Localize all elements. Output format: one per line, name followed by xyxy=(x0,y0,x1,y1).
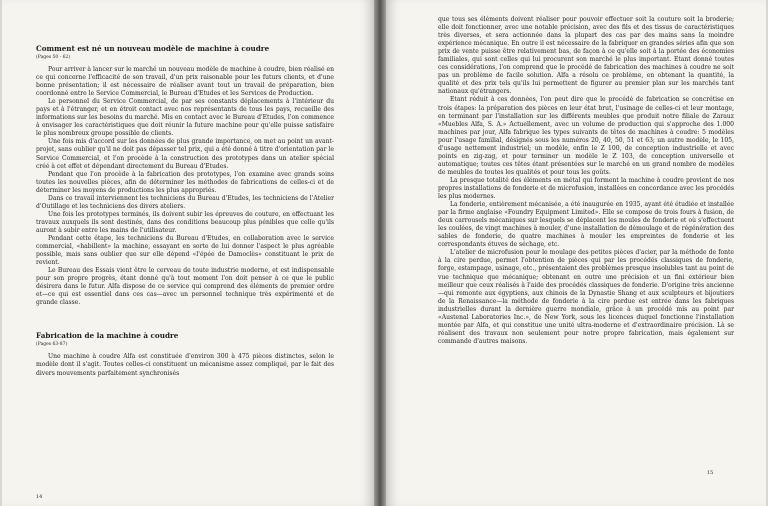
paragraph: La fonderie, entièrement mécanisée, a été inaugurée en 1935, ayant été étudiée et installée par la firme anglaise «Foundry Equipment Limited». Elle se compose de trois fours à fusion, de deux carrousels mécaniques sur lesquels se déplacent les moules de fonderie et où s'effectuent les coulées, de vingt machines à mouler, d'une installation de démoulage et de régénération des sables de fonderie, de quatre machines à mouler les empreintes de fonderie et les correspondants étuves de séchage, etc. xyxy=(438,201,734,249)
section-pages-ref: (Pages 50 - 62) xyxy=(36,55,71,60)
page-number-left: 14 xyxy=(36,494,43,500)
paragraph: Une machine à coudre Alfa est constituée d'environ 300 à 475 pièces distinctes, selon le modèle dont il s'agit. Toutes celles-ci constituent un mécanisme assez compliqué, par le fait des divers mouvements parfaitement synchronisés xyxy=(36,353,334,377)
section-pages-ref: (Pages 63-87) xyxy=(36,342,68,348)
paragraph: L'atelier de microfusion pour le moulage des petites pièces d'acier, par la méthode de fonte à la cire perdue, permet l'obtention de pièces qui par les procédés classiques de fonderie, forge, estampage, usinage, etc., présentaient des problèmes presque insolubles tant au point de vue technique que mécanique; obtenant en outre une précision et un fini extérieur bien meilleur que ceux réalisés à l'aide des procédés classiques de fonderie. D'origine très ancienne—qui remonte aux égyptiens, aux chinois de la Dynastie Shang et aux sculpteurs et bijoutiers de la Renaissance—la méthode de fonderie à la cire perdue est entrée dans les fabriques industrielles durant la dernière guerre mondiale, grâce à un procédé mis au point par «Austenal Laboratories Inc.», de New York, sous les licences duquel fonctionne l'installation montée par Alfa, et qui constitue une unité ultra-moderne et d'extraordinaire précision. Là se réalisent des travaux non seulement pour notre propre fabrication, mais également sur commande d'autres maisons. xyxy=(438,249,734,345)
left-page xyxy=(2,0,374,506)
paragraph: Etant réduit à ces données, l'on peut dire que le procédé de fabrication se concrétise en trois étapes: la préparation des pièces en leur état brut, l'usinage de celles-ci et leur montage, en terminant par l'installation sur les différents meubles que produit notre filiale de Zarauz «Muebles Alfa, S. A.» Actuellement, avec un volume de production qui s'approche des 1.000 machines par jour, Alfa fabrique les types suivants de têtes de machines à coudre: 5 modèles pour l'usage familial, désignés sous les numéros 20, 40, 50, 51 et 63; un autre modèle, le 105, d'usage nettement industriel; un modèle, enfin le Z 100, de conception industrielle et avec points en zig-zag, et pour terminer un modèle le Z 103, de conception universelle et automatique; toutes ces têtes étant présentées sur le marché en un grand nombre de modèles de meubles de toutes les qualités et pour tous les goûts. xyxy=(438,96,734,176)
paragraph: Pour arriver à lancer sur le marché un nouveau modèle de machine à coudre, bien réalisé en ce qui concerne l'efficacité de son travail, d'un prix raisonable pour les futurs clients, et d'une bonne présentation; il est nécessaire de réaliser avant tout un travail de préparation, bien coordonné entre le Service Commercial, le Bureau d'Etudes et les Services de Production. xyxy=(36,66,334,98)
section-title-fabrication: Fabrication de la machine à coudre xyxy=(36,331,179,341)
paragraph: que tous ses éléments doivent réaliser pour pouvoir effectuer soit la couture soit la broderie; elle doit fonctionner, avec une notable précision, avec des fils et des tissus de caractéristiques très diverses, et sera actionnée dans la plupart des cas par des mains sans la moindre expérience mécanique. En outre il est nécessaire de la fabriquer en grandes séries afin que son prix de vente puisse être relativement bas, de façon à ce qu'elle soit à la portée des économies familiales, qui sont celles qui lui procurent son marché le plus important. Etant donné toutes ces considérations, l'on comprend que le procédé de fabrication des machines à coudre ne soit pas un problème de facile solution. Alfa a résolu ce problème, en obtenant la quantité, la qualité et des prix tels qu'ils lui permettent de figurer au premier plan sur les marchés tant nationaux qu'étrangers. xyxy=(438,16,734,96)
paragraph: Une fois les prototypes terminés, ils doivent subir les épreuves de couture, en effectuant les travaux auxquels ils sont destinés, dans des conditions beaucoup plus pénibles que celle qu'ils auront à subir entre les mains de l'utilisateur. xyxy=(36,210,334,234)
section-spacer xyxy=(36,307,334,331)
paragraph: La presque totalité des éléments en métal qui forment la machine à coudre provient de nos propres installations de fonderie et de microfusion, installées en concordance avec les procédés les plus modernes. xyxy=(438,176,734,201)
page-number-right: 15 xyxy=(707,470,714,476)
book-gutter xyxy=(374,0,386,506)
paragraph: Pendant que l'on procède à la fabrication des prototypes, l'on examine avec grands soins toutes les nouvelles pièces, afin de déterminer les méthodes de fabrications de celles-ci et de déterminer les moyens de productions les plus appropriés. xyxy=(36,170,334,194)
paragraph: Une fois mis d'accord sur les données de plus grande importance, on met au point un avant-projet, sans oublier qu'il ne doit pas dépasser tel prix, qui a été donné à titre d'orientation par le Service Commercial, et l'on procède à la construction des prototypes dans un atelier spécial créé à cet effet et dépendant directement du Bureau d'Etudes. xyxy=(36,138,334,170)
paragraph: Le personnel du Service Commercial, de par ses constants déplacements à l'intérieur du pays et à l'étranger, et en étroit contact avec nos représentants de tous les pays, recueille des informations sur les besoins du marché. Mis en contact avec le Bureau d'Etudes, l'on commence à envisager les caractéristiques que doit réunir la future machine pour qu'elle puisse satisfaire le plus nombreux groupe possible de clients. xyxy=(36,98,334,138)
right-page-content xyxy=(438,16,734,346)
section-title-new-model: Comment est né un nouveau modèle de machine à coudre xyxy=(36,44,270,53)
paragraph: Pendant cette étape, les techniciens du Bureau d'Etudes, en collaboration avec le service commercial, «habillent» la machine, essayant en sorte de lui donner l'aspect le plus agréable possible, mais sans oublier que sur elle dépend «l'épée de Damoclès» constituant le prix de revient. xyxy=(36,234,334,267)
paragraph: Le Bureau des Essais vient être le cerveau de toute industrie moderne, et est indispensable pour son propre progrès, étant donné qu'à tout moment l'on doit penser à ce que le public désirera dans le futur. Alfa dispose de ce service qui comprend des éléments de premier ordre et—ce qui est essentiel dans ces cas—avec un personnel technique très expérimenté et de grande classe. xyxy=(36,267,334,307)
left-page-content xyxy=(36,44,334,378)
right-page xyxy=(386,0,766,506)
paragraph: Dans ce travail interviennent les techniciens du Bureau d'Etudes, les techniciens de l'Atelier d'Outillage et les techniciens des divers ateliers. xyxy=(36,194,334,210)
